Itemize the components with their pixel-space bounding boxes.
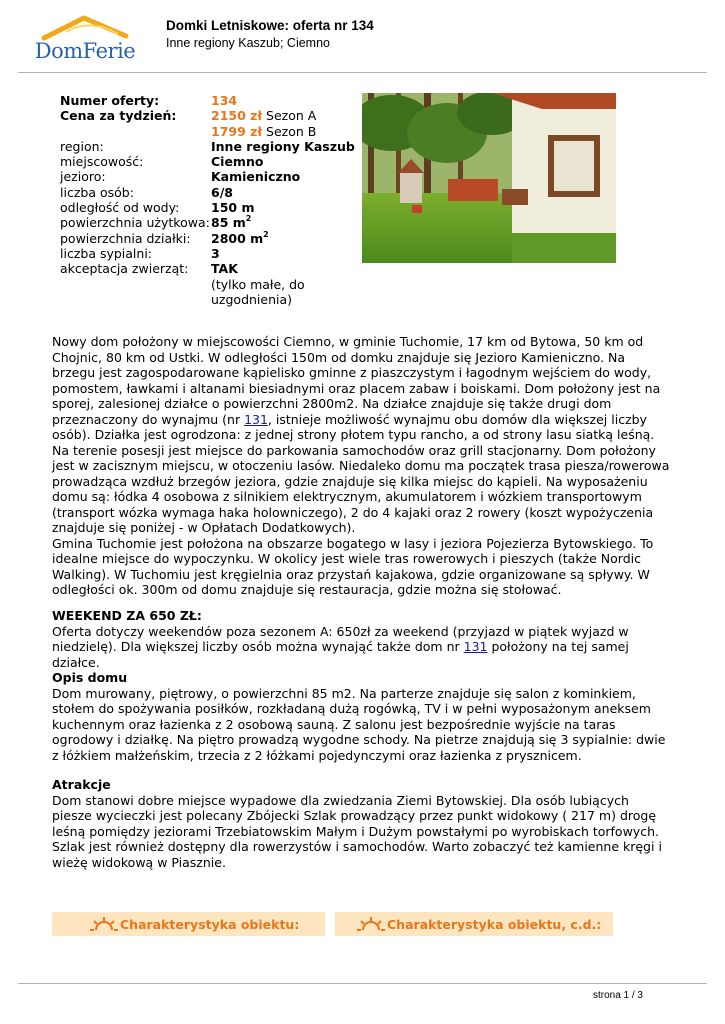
characteristics-bar bbox=[52, 912, 325, 936]
fact-row-area-use bbox=[60, 215, 355, 230]
sun-icon bbox=[90, 916, 118, 932]
house-photo bbox=[362, 93, 616, 263]
characteristics-bar-continued-label: Charakterystyka obiektu, c.d.: bbox=[387, 916, 602, 932]
domferie-logo bbox=[22, 14, 148, 74]
price-b: 1799 zł bbox=[211, 123, 263, 139]
fact-value: TAK bbox=[211, 261, 238, 277]
fact-label: powierzchnia użytkowa: bbox=[60, 215, 210, 231]
weekend-heading: WEEKEND ZA 650 ZŁ: bbox=[52, 608, 202, 623]
weekend-section bbox=[52, 608, 672, 670]
fact-value: Ciemno bbox=[211, 154, 264, 170]
superscript-2: 2 bbox=[245, 214, 252, 224]
fact-row-area-plot bbox=[60, 231, 355, 246]
sun-icon bbox=[357, 916, 385, 932]
house-text: Dom murowany, piętrowy, o powierzchni 85 m2. Na parterze znajduje się salon z kominkiem, stołem do spożywania posiłków, rozkładaną dużą rogówką, TV i w pełni wyposażonym aneksem kuchennym oraz łazienka z 2 osobową sauną. Z salonu jest bezpośrednie wyjście na taras ogrodowy i działkę. Na piętro prowadzą wygodne schody. Na pietrze znajdują się 3 sypialnie: dwie z łóżkiem małżeńskim, trzecia z 2 łóżkami pojedynczymi oraz łazienka z prysznicem. bbox=[52, 685, 666, 763]
fact-label: liczba osób: bbox=[60, 184, 134, 200]
fact-row-bedrooms bbox=[60, 246, 355, 261]
fact-value: 150 m bbox=[211, 200, 255, 216]
footer-divider bbox=[18, 983, 707, 984]
season-a: Sezon A bbox=[266, 108, 317, 124]
fact-label: liczba sypialni: bbox=[60, 245, 153, 261]
house-roof-logo-icon bbox=[22, 14, 148, 74]
characteristics-bar-label: Charakterystyka obiektu: bbox=[120, 916, 300, 932]
fact-row-price-b bbox=[60, 124, 355, 139]
fact-value: 2800 m bbox=[211, 230, 264, 246]
logo-wordmark: DomFerie bbox=[34, 39, 136, 63]
weekend-131-link[interactable]: 131 bbox=[463, 639, 488, 654]
attractions-text: Dom stanowi dobre miejsce wypadowe dla zwiedzania Ziemi Bytowskiej. Dla osób lubiących piesze wycieczki jest polecany Zbójecki Szlak prowadzący przez punkt widokowy ( 217 m) drogę leśną pomiędzy jeziorami Trzebiatowskim Małym i Dużym powstałymi po wyrobiskach torfowych. Szlak jest również dostępny dla rowerzystów i samochodów. Warto zobaczyć też kamienne kręgi i wieżę widokową w Piasznie. bbox=[52, 792, 662, 870]
fact-label: region: bbox=[60, 138, 104, 154]
house-heading: Opis domu bbox=[52, 670, 128, 685]
fact-row bbox=[60, 154, 355, 169]
superscript-2: 2 bbox=[263, 229, 269, 239]
fact-row bbox=[60, 200, 355, 215]
page-number: strona 1 / 3 bbox=[592, 990, 643, 1001]
page-subtitle: Inne regiony Kaszub; Ciemno bbox=[166, 36, 330, 50]
header-divider bbox=[18, 72, 707, 73]
fact-value: 6/8 bbox=[211, 184, 233, 200]
fact-label: Cena za tydzień: bbox=[60, 108, 177, 124]
page-title: Domki Letniskowe: oferta nr 134 bbox=[166, 18, 374, 33]
fact-value: Inne regiony Kaszub bbox=[211, 138, 355, 154]
house-section bbox=[52, 670, 672, 763]
attractions-heading: Atrakcje bbox=[52, 777, 111, 792]
fact-label: miejscowość: bbox=[60, 154, 144, 170]
fact-value: 85 m bbox=[211, 215, 246, 231]
fact-value: Kamieniczno bbox=[211, 169, 301, 185]
season-b: Sezon B bbox=[266, 123, 317, 139]
description-paragraph: Gmina Tuchomie jest położona na obszarze bogatego w lasy i jeziora Pojezierza Bytowskiego. To idealne miejsce do wypoczynku. W okolicy jest wiele tras rowerowych i pieszych (także Nordic Walking). W Tuchomiu jest kręgielnia oraz przystań kajakowa, gdzie organizowane są spływy. W odległości ok. 300m od domu znajduje się restauracja, gdzie można się stołować. bbox=[52, 535, 654, 597]
fact-value: 3 bbox=[211, 245, 220, 261]
fact-label: odległość od wody: bbox=[60, 200, 180, 216]
fact-row-offer bbox=[60, 93, 355, 108]
description-paragraph: Nowy dom położony w miejscowości Ciemno, w gminie Tuchomie, 17 km od Bytowa, 50 km od Chojnic, 80 km od Ustki. W odległości 150m od domku znajduje się Jezioro Kamieniczno. Na brzegu jest zagospodarowane kąpielisko gminne z piaszczystym i łagodnym wejściem do wody, pomostem, ławkami i altanami biesiadnymi oraz placem zabaw i boiskami. Dom położony jest na sporej, zalesionej działce o powierzchni 2800m2. Na działce znajduje się także drugi dom przeznaczony do wynajmu (nr 131, istnieje możliwość wynajmu obu domów dla większej liczby osób). Działka jest ogrodzona: z jednej strony płotem typu rancho, a od strony lasu siatką leśną. Na terenie posesji jest miejsce do parkowania samochodów oraz grill stacjonarny. Dom położony jest w zacisznym miejscu, w otoczeniu lasów. Niedaleko domu ma początek trasa piesza/rowerowa prowadząca wzdłuż brzegów jeziora, gdzie znajduje się kilka miejsc do kąpieli. Na wyposażeniu domu są: łódka 4 osobowa z silnikiem elektrycznym, akumulatorem i wózkiem transportowym (transport wózka wymaga haka holowniczego), 2 do 4 kajaki oraz 2 rowery (koszt wypożyczenia znajduje się poniżej - w Opłatach Dodatkowych). bbox=[52, 334, 670, 535]
fact-label: powierzchnia działki: bbox=[60, 230, 191, 246]
fact-row bbox=[60, 169, 355, 184]
fact-row-pets-note bbox=[60, 277, 355, 308]
fact-row-price bbox=[60, 108, 355, 123]
attractions-section bbox=[52, 777, 672, 870]
pets-note: (tylko małe, do uzgodnienia) bbox=[211, 276, 305, 307]
description-section bbox=[52, 334, 672, 598]
offer-number: 134 bbox=[211, 93, 238, 108]
price-a: 2150 zł bbox=[211, 108, 263, 124]
fact-label: jezioro: bbox=[60, 169, 106, 185]
offer-131-link[interactable]: 131 bbox=[244, 411, 268, 427]
characteristics-bar-continued bbox=[335, 912, 613, 936]
fact-row bbox=[60, 139, 355, 154]
fact-row-pets bbox=[60, 261, 355, 276]
offer-facts bbox=[60, 93, 355, 307]
fact-row bbox=[60, 185, 355, 200]
weekend-text: Oferta dotyczy weekendów poza sezonem A: 650zł za weekend (przyjazd w piątek wyjazd w niedzielę). Dla większej liczby osób można wynająć także dom nr 131 położony na tej samej działce. bbox=[52, 623, 629, 670]
fact-label: akceptacja zwierząt: bbox=[60, 261, 189, 277]
fact-label: Numer oferty: bbox=[60, 93, 160, 108]
